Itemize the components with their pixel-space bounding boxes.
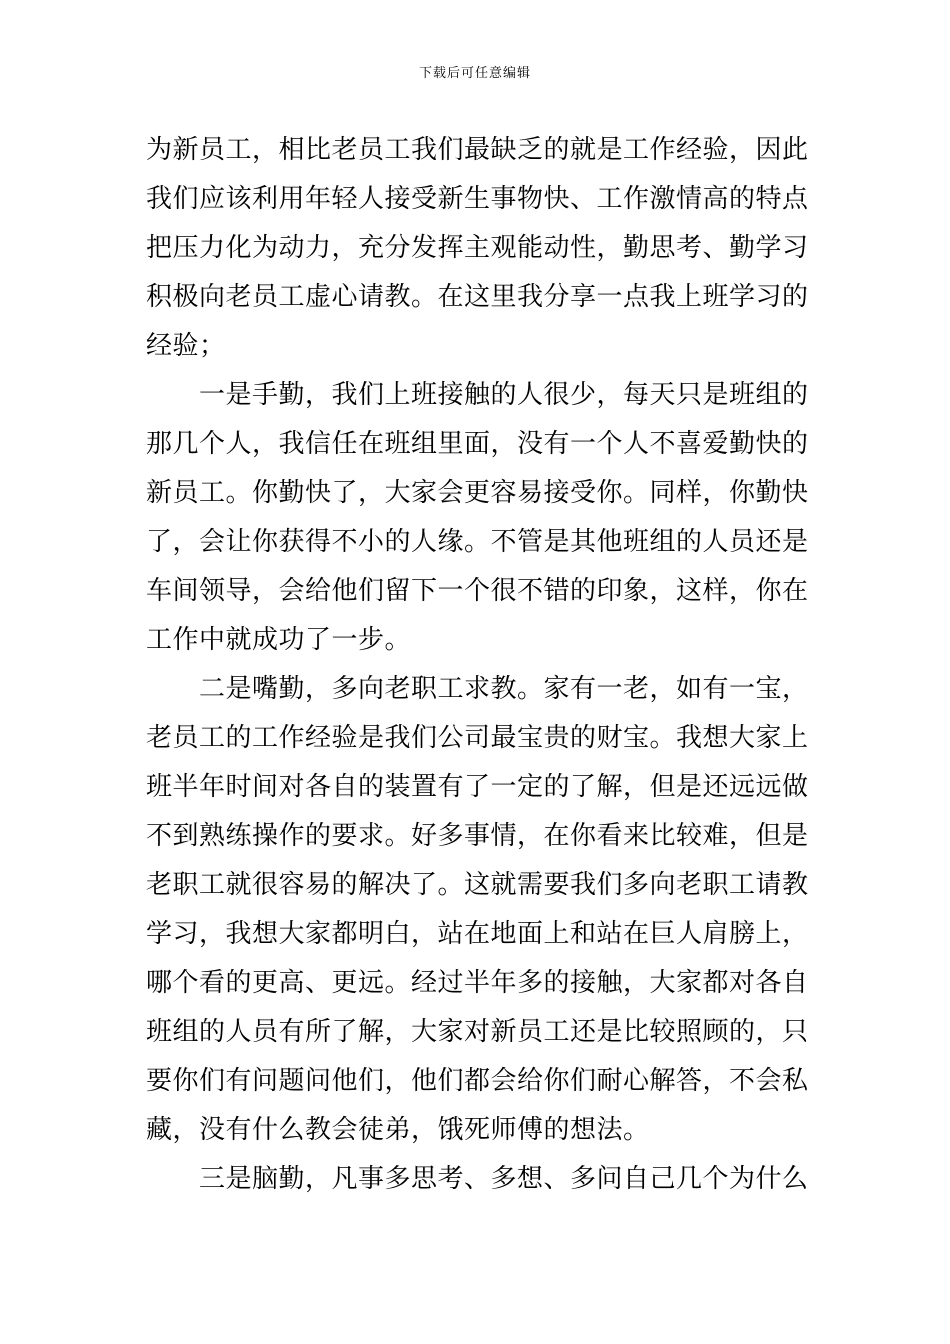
paragraph-start-line: 二是嘴勤，多向老职工求教。家有一老，如有一宝， bbox=[199, 674, 809, 704]
text-line: 车间领导，会给他们留下一个很不错的印象，这样，你在 bbox=[146, 576, 809, 606]
text-line: 那几个人，我信任在班组里面，没有一个人不喜爱勤快的 bbox=[146, 429, 809, 459]
text-line: 了，会让你获得不小的人缘。不管是其他班组的人员还是 bbox=[146, 527, 809, 557]
text-line: 哪个看的更高、更远。经过半年多的接触，大家都对各自 bbox=[146, 968, 809, 998]
text-line: 老职工就很容易的解决了。这就需要我们多向老职工请教 bbox=[146, 870, 809, 900]
download-note: 下载后可任意编辑 bbox=[418, 66, 531, 81]
text-line: 把压力化为动力，充分发挥主观能动性，勤思考、勤学习 bbox=[146, 233, 809, 263]
text-line: 学习，我想大家都明白，站在地面上和站在巨人肩膀上， bbox=[146, 919, 809, 949]
text-line: 我们应该利用年轻人接受新生事物快、工作激情高的特点 bbox=[146, 184, 809, 214]
text-line: 工作中就成功了一步。 bbox=[146, 625, 412, 655]
text-line: 班半年时间对各自的装置有了一定的了解，但是还远远做 bbox=[146, 772, 809, 802]
text-line: 班组的人员有所了解，大家对新员工还是比较照顾的，只 bbox=[146, 1017, 809, 1047]
text-line: 要你们有问题问他们，他们都会给你们耐心解答，不会私 bbox=[146, 1066, 809, 1096]
text-line: 为新员工，相比老员工我们最缺乏的就是工作经验，因此 bbox=[146, 135, 809, 165]
paragraph-start-line: 一是手勤，我们上班接触的人很少，每天只是班组的 bbox=[199, 380, 809, 410]
text-line: 藏，没有什么教会徒弟，饿死师傅的想法。 bbox=[146, 1115, 650, 1145]
text-line: 经验； bbox=[146, 331, 226, 361]
paragraph-start-line: 三是脑勤，凡事多思考、多想、多问自己几个为什么 bbox=[199, 1164, 809, 1194]
document-body bbox=[146, 126, 816, 1204]
text-line: 积极向老员工虚心请教。在这里我分享一点我上班学习的 bbox=[146, 282, 809, 312]
text-line: 老员工的工作经验是我们公司最宝贵的财宝。我想大家上 bbox=[146, 723, 809, 753]
text-line: 新员工。你勤快了，大家会更容易接受你。同样，你勤快 bbox=[146, 478, 809, 508]
text-line: 不到熟练操作的要求。好多事情，在你看来比较难，但是 bbox=[146, 821, 809, 851]
